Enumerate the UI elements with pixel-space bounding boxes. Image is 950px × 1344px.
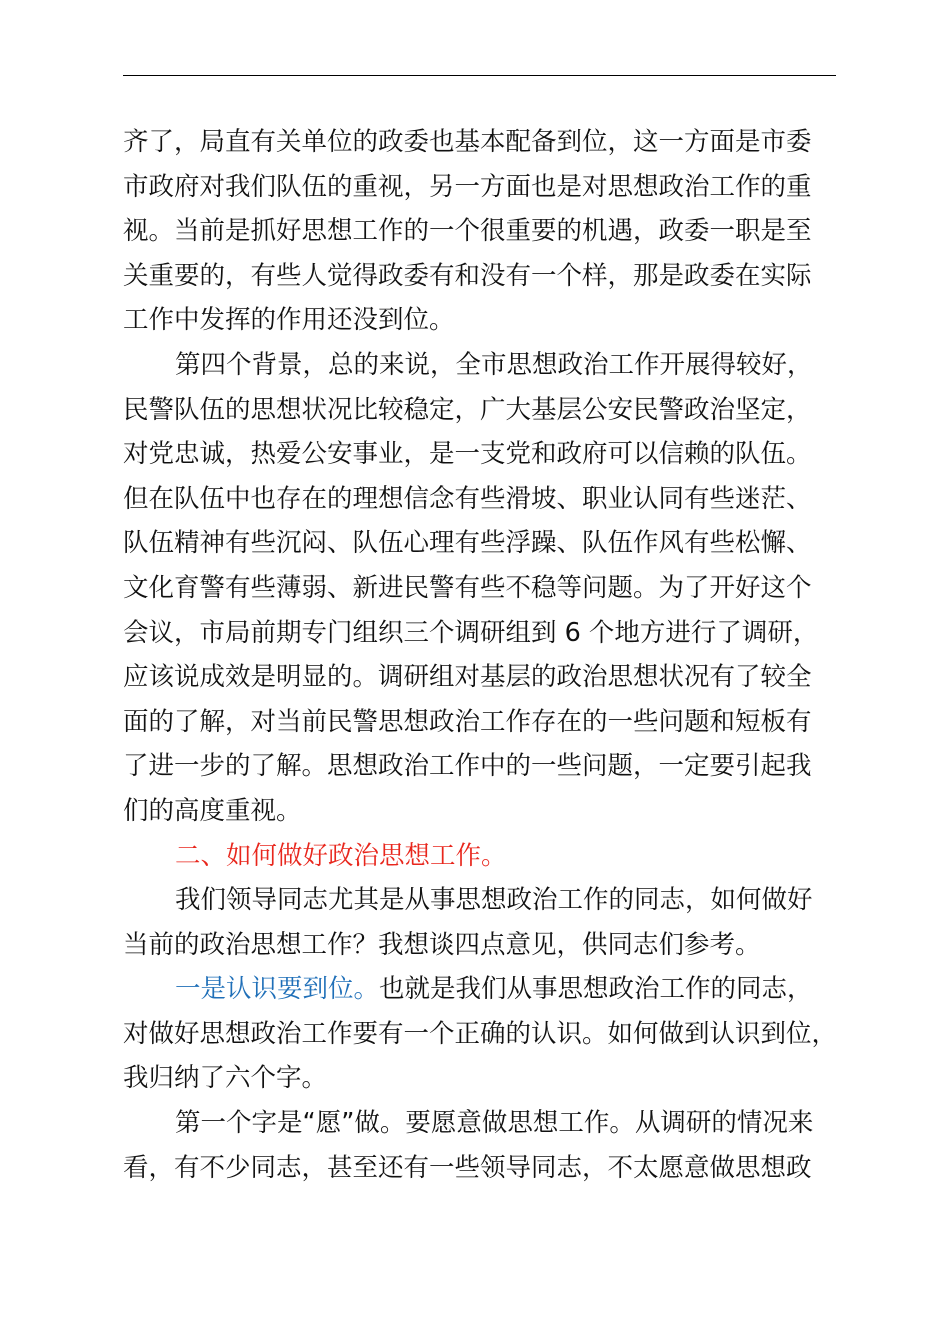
- text-line: 我们领导同志尤其是从事思想政治工作的同志，如何做好: [175, 885, 813, 916]
- paragraph-3: [123, 878, 863, 967]
- text-line: 文化育警有些薄弱、新进民警有些不稳等问题。为了开好这个: [123, 572, 812, 603]
- paragraph-2: [123, 343, 863, 834]
- highlight-phrase: 一是认识要到位。: [175, 974, 380, 1005]
- section-heading-text: 二、如何做好政治思想工作。: [175, 840, 507, 871]
- paragraph-4: [123, 967, 863, 1101]
- text-line: 我归纳了六个字。: [123, 1063, 328, 1094]
- text-line: 看，有不少同志，甚至还有一些领导同志，不太愿意做思想政: [123, 1152, 812, 1183]
- paragraph-5: [123, 1101, 863, 1190]
- text-line-rest: 也就是我们从事思想政治工作的同志，: [379, 974, 813, 1005]
- text-line: 视。当前是抓好思想工作的一个很重要的机遇，政委一职是至: [123, 216, 812, 247]
- header-rule: [123, 75, 836, 76]
- text-line: 齐了，局直有关单位的政委也基本配备到位，这一方面是市委: [123, 127, 812, 157]
- text-line: 面的了解，对当前民警思想政治工作存在的一些问题和短板有: [123, 706, 812, 737]
- text-line: 应该说成效是明显的。调研组对基层的政治思想状况有了较全: [123, 662, 812, 693]
- paragraph-1: [123, 120, 863, 343]
- text-line: 关重要的，有些人觉得政委有和没有一个样，那是政委在实际: [123, 260, 812, 291]
- text-line: 工作中发挥的作用还没到位。: [123, 305, 455, 336]
- document-body: [123, 120, 863, 1190]
- text-line: 队伍精神有些沉闷、队伍心理有些浮躁、队伍作风有些松懈、: [123, 528, 812, 559]
- text-line: 会议，市局前期专门组织三个调研组到 6 个地方进行了调研，: [123, 617, 819, 648]
- text-line: 民警队伍的思想状况比较稳定，广大基层公安民警政治坚定，: [123, 394, 812, 425]
- text-line: [123, 967, 863, 1012]
- text-line: 了进一步的了解。思想政治工作中的一些问题，一定要引起我: [123, 751, 812, 782]
- text-line: 第四个背景，总的来说，全市思想政治工作开展得较好，: [175, 349, 813, 380]
- section-heading: [123, 834, 863, 879]
- text-line: 第一个字是“愿”做。要愿意做思想工作。从调研的情况来: [175, 1108, 814, 1139]
- text-line: 市政府对我们队伍的重视，另一方面也是对思想政治工作的重: [123, 171, 812, 202]
- text-line: 但在队伍中也存在的理想信念有些滑坡、职业认同有些迷茫、: [123, 483, 812, 514]
- text-line: 当前的政治思想工作？我想谈四点意见，供同志们参考。: [123, 929, 761, 960]
- text-line: 们的高度重视。: [123, 795, 302, 826]
- text-line: 对做好思想政治工作要有一个正确的认识。如何做到认识到位，: [123, 1018, 838, 1049]
- text-line: 对党忠诚，热爱公安事业，是一支党和政府可以信赖的队伍。: [123, 439, 812, 470]
